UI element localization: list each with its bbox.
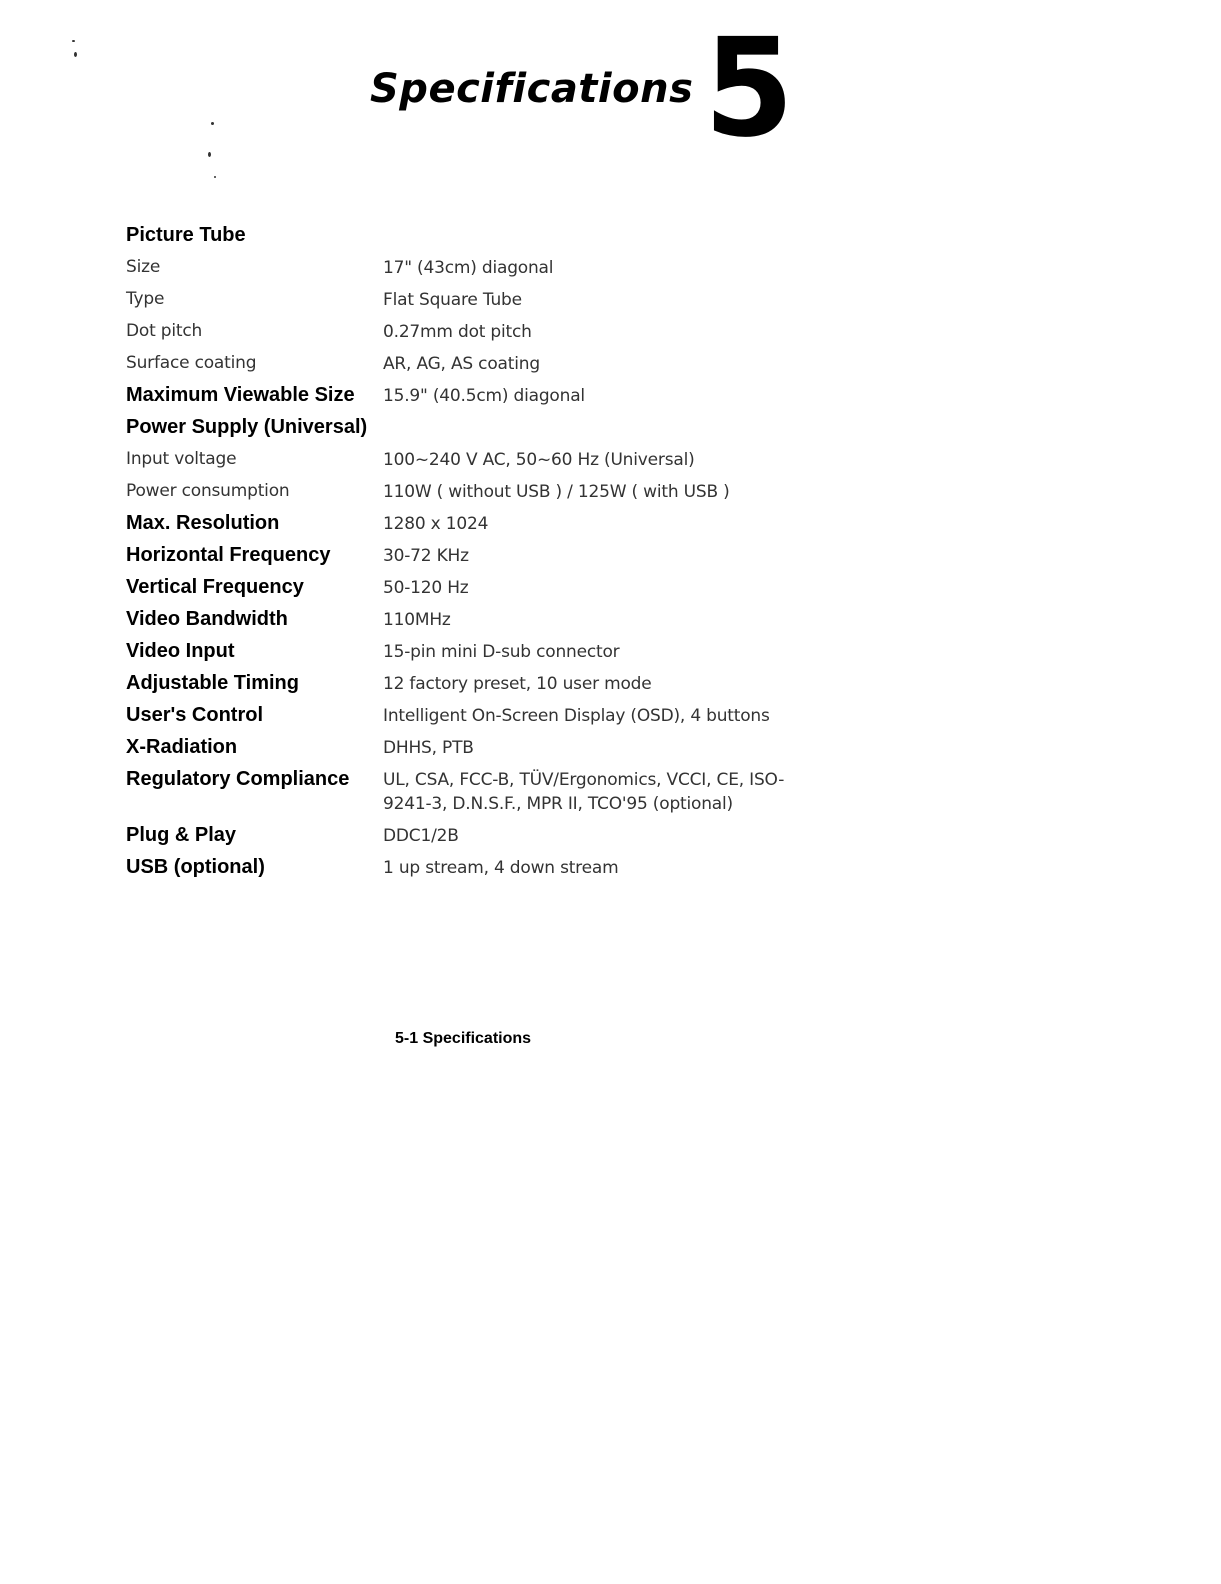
spec-value: 1280 x 1024 bbox=[383, 514, 489, 534]
spec-value: Intelligent On-Screen Display (OSD), 4 buttons bbox=[383, 706, 770, 726]
spec-value: DHHS, PTB bbox=[383, 738, 474, 758]
spec-label: Power Supply (Universal) bbox=[126, 416, 368, 438]
scan-speck bbox=[72, 40, 75, 42]
spec-value: 12 factory preset, 10 user mode bbox=[383, 674, 652, 694]
spec-label: Surface coating bbox=[126, 353, 257, 373]
spec-label: Size bbox=[126, 257, 161, 277]
spec-label: Video Bandwidth bbox=[126, 608, 288, 630]
spec-value: 0.27mm dot pitch bbox=[383, 322, 532, 342]
spec-value: 17" (43cm) diagonal bbox=[383, 258, 554, 278]
spec-value: 50-120 Hz bbox=[383, 578, 469, 598]
spec-value: UL, CSA, FCC-B, TÜV/Ergonomics, VCCI, CE, ISO-9241-3, D.N.S.F., MPR II, TCO'95 (optional) bbox=[383, 770, 785, 814]
spec-label: Video Input bbox=[126, 640, 235, 662]
spec-label: Horizontal Frequency bbox=[126, 544, 331, 566]
spec-label: Type bbox=[126, 289, 165, 309]
spec-label: Maximum Viewable Size bbox=[126, 384, 355, 406]
page-footer: 5-1 Specifications bbox=[395, 1030, 532, 1047]
spec-label: Picture Tube bbox=[126, 224, 246, 246]
chapter-header bbox=[0, 0, 1221, 200]
spec-value: 1 up stream, 4 down stream bbox=[383, 858, 619, 878]
spec-label: Plug & Play bbox=[126, 824, 237, 846]
chapter-number: 5 bbox=[704, 10, 794, 168]
spec-value: Flat Square Tube bbox=[383, 290, 522, 310]
spec-label: Power consumption bbox=[126, 481, 290, 501]
spec-label: Dot pitch bbox=[126, 321, 203, 341]
spec-value: 100~240 V AC, 50~60 Hz (Universal) bbox=[383, 450, 695, 470]
chapter-title: Specifications bbox=[370, 66, 694, 112]
spec-value: 30-72 KHz bbox=[383, 546, 469, 566]
spec-label: User's Control bbox=[126, 704, 264, 726]
spec-label: Input voltage bbox=[126, 449, 237, 469]
spec-value: 15-pin mini D-sub connector bbox=[383, 642, 620, 662]
spec-label: X-Radiation bbox=[126, 736, 238, 758]
spec-label: Max. Resolution bbox=[126, 512, 280, 534]
scan-speck bbox=[214, 176, 216, 178]
spec-value: 15.9" (40.5cm) diagonal bbox=[383, 386, 585, 406]
spec-label: Adjustable Timing bbox=[126, 672, 299, 694]
spec-value: 110MHz bbox=[383, 610, 451, 630]
spec-label: Regulatory Compliance bbox=[126, 768, 350, 790]
scan-speck bbox=[211, 122, 214, 125]
spec-value: DDC1/2B bbox=[383, 826, 459, 846]
spec-value: AR, AG, AS coating bbox=[383, 354, 540, 374]
scan-speck bbox=[208, 152, 211, 157]
spec-label: Vertical Frequency bbox=[126, 576, 304, 598]
scan-speck bbox=[74, 52, 77, 57]
spec-value: 110W ( without USB ) / 125W ( with USB ) bbox=[383, 482, 730, 502]
spec-label: USB (optional) bbox=[126, 856, 265, 878]
